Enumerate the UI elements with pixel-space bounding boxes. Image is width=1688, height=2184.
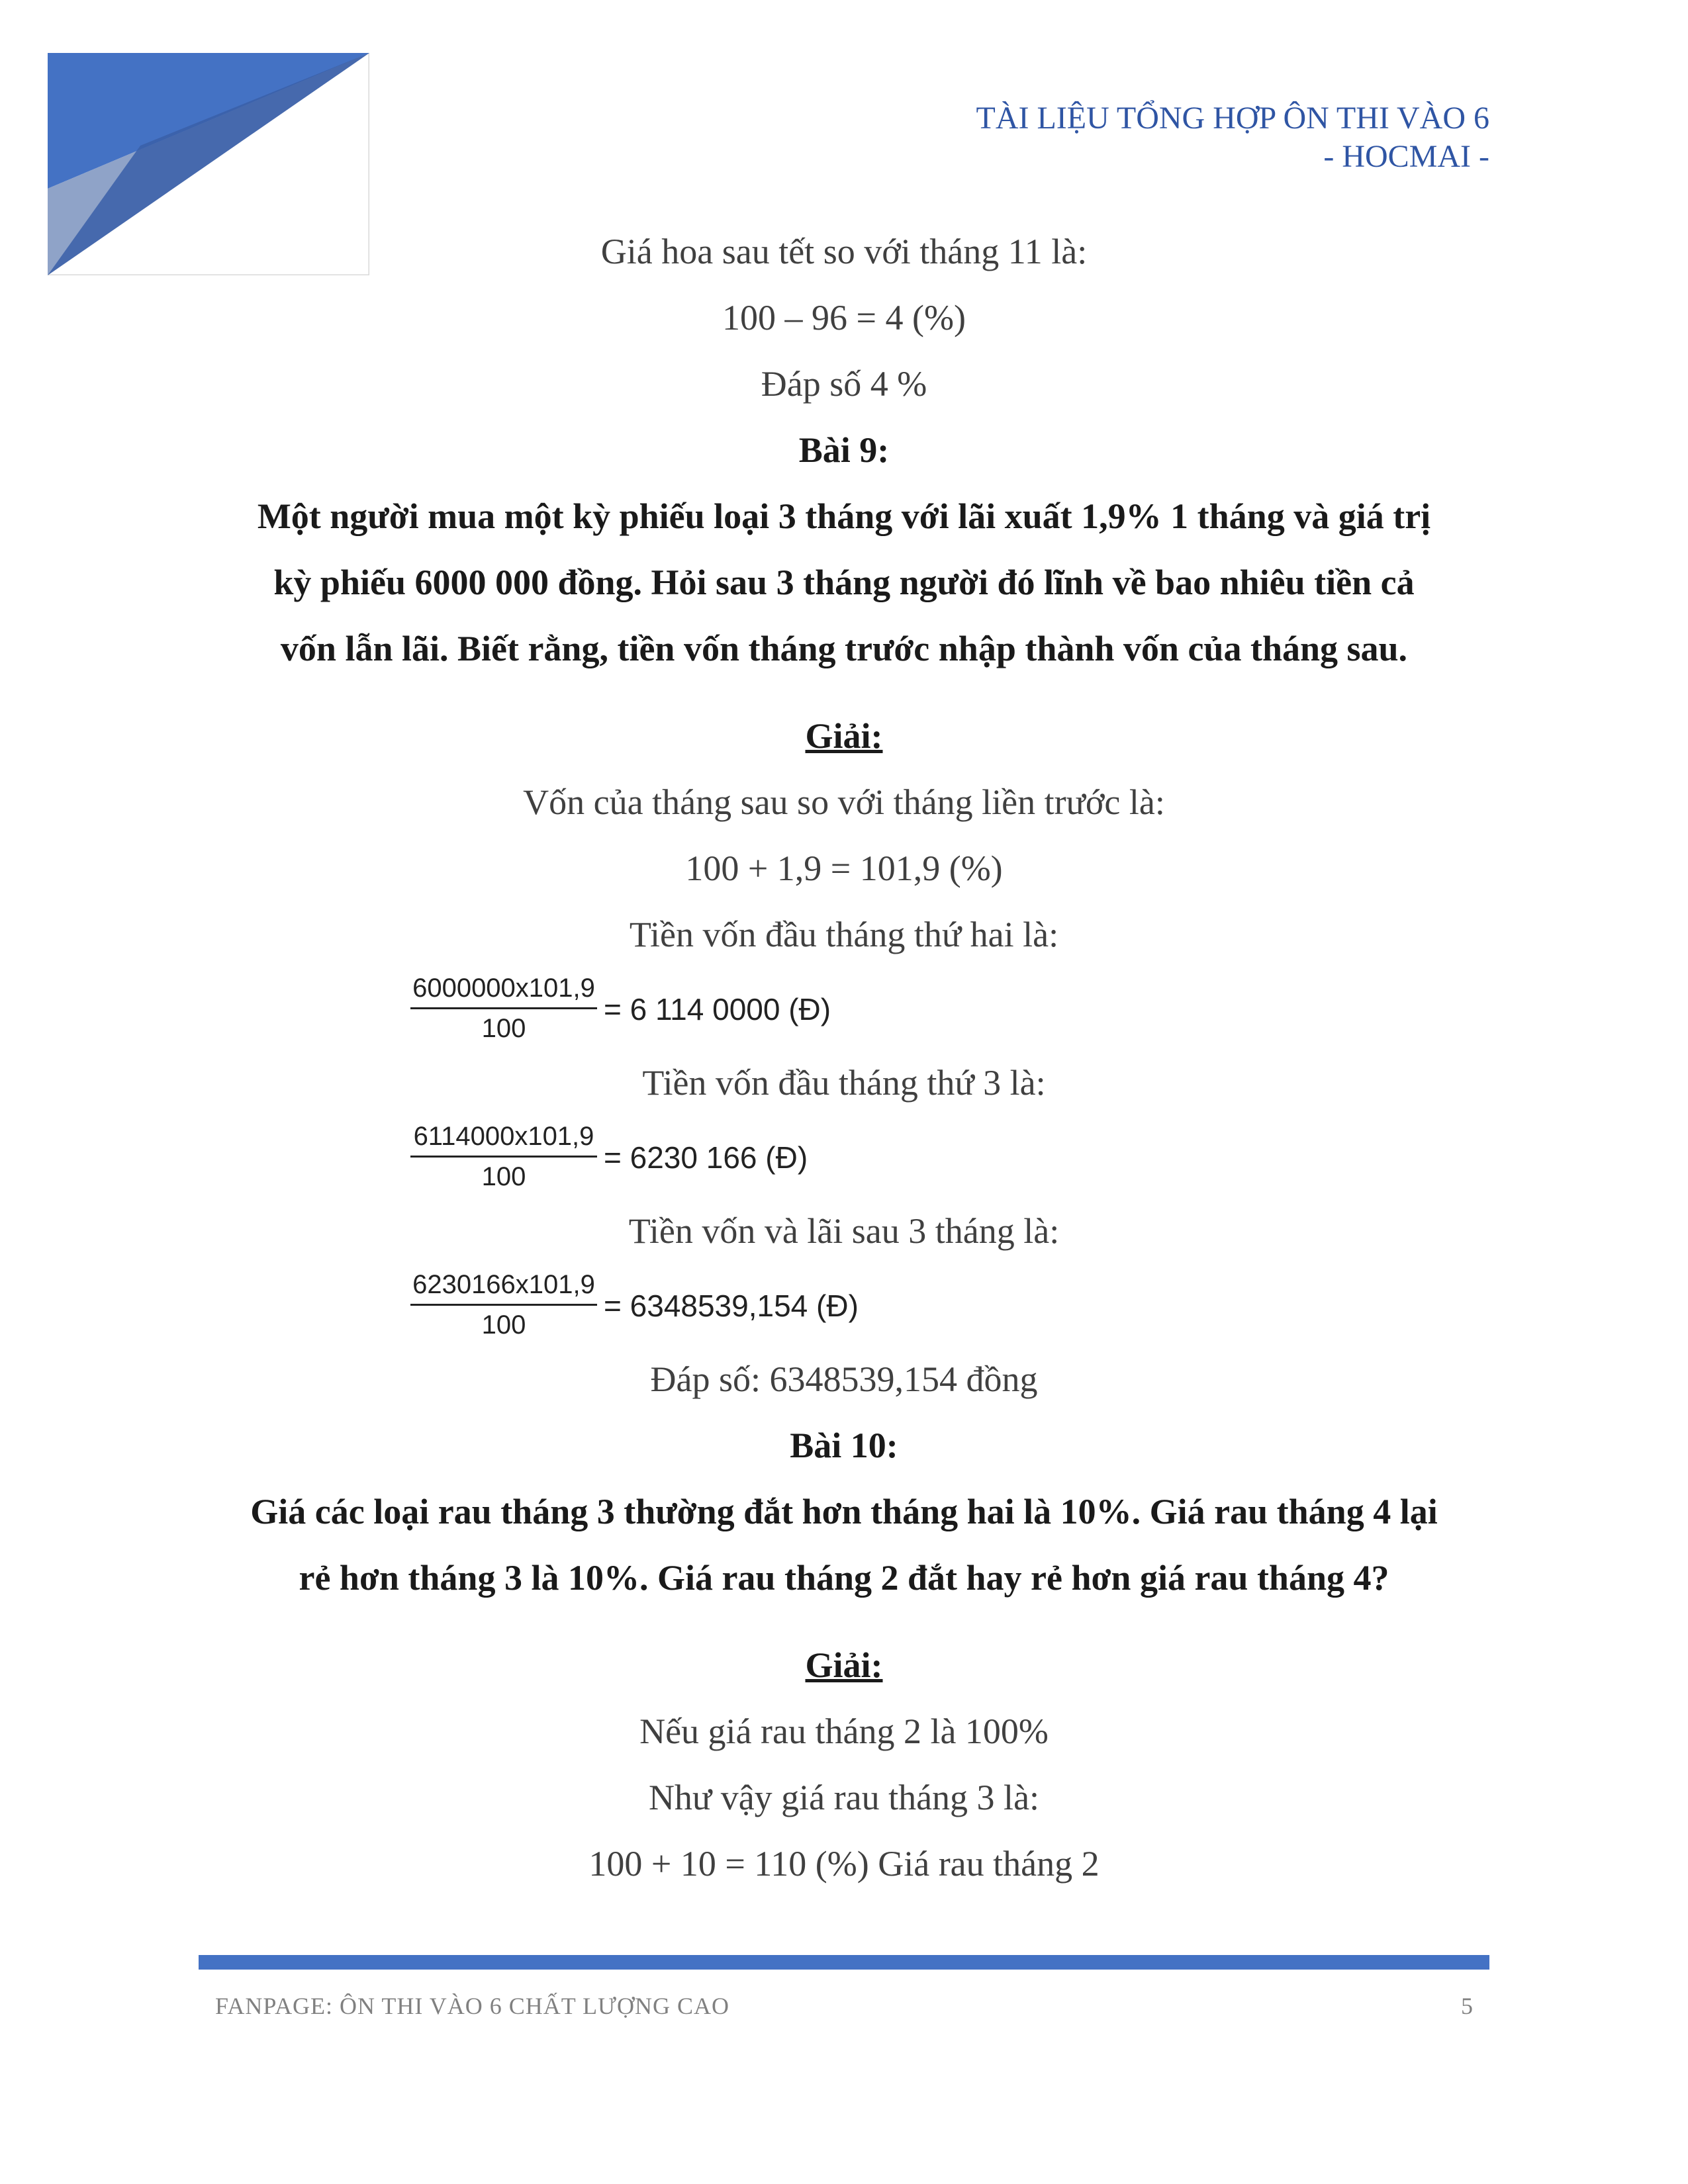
exercise-9-text: vốn lẫn lãi. Biết rằng, tiền vốn tháng trước nhập thành vốn của tháng sau.: [280, 629, 1408, 668]
solution-line: Vốn của tháng sau so với tháng liền trước là:: [523, 782, 1165, 822]
fraction: [410, 1120, 597, 1193]
text-line: Giá hoa sau tết so với tháng 11 là:: [600, 232, 1088, 271]
fraction: [410, 972, 597, 1045]
document-header: [976, 99, 1490, 176]
fraction: [410, 1268, 597, 1342]
numerator: 6000000x101,9: [412, 974, 595, 1003]
solution-heading: [199, 703, 1489, 769]
denominator: 100: [481, 1310, 526, 1340]
equation-line: 100 + 10 = 110 (%) Giá rau tháng 2: [588, 1844, 1100, 1884]
solution-line: Như vậy giá rau tháng 3 là:: [648, 1778, 1040, 1817]
formula-result: = 6 114 0000 (Đ): [604, 992, 831, 1026]
footer-divider: [199, 1955, 1489, 1970]
solution-line: Nếu giá rau tháng 2 là 100%: [639, 1711, 1049, 1751]
formula-3: [199, 1264, 1489, 1346]
equation-line: 100 + 1,9 = 101,9 (%): [685, 848, 1003, 888]
answer-line: Đáp số: 6348539,154 đồng: [650, 1359, 1038, 1399]
exercise-10-text: rẻ hơn tháng 3 là 10%. Giá rau tháng 2 đắt hay rẻ hơn giá rau tháng 4?: [299, 1558, 1389, 1598]
solution-label: Giải:: [805, 716, 883, 756]
solution-line: Tiền vốn và lãi sau 3 tháng là:: [628, 1211, 1060, 1251]
exercise-9-title: Bài 9:: [798, 430, 890, 470]
exercise-9-text: kỳ phiếu 6000 000 đồng. Hỏi sau 3 tháng người đó lĩnh về bao nhiêu tiền cả: [273, 563, 1415, 602]
exercise-9-text: Một người mua một kỳ phiếu loại 3 tháng với lãi xuất 1,9% 1 tháng và giá trị: [257, 496, 1431, 536]
exercise-10-title: Bài 10:: [790, 1426, 898, 1465]
document-body: [199, 218, 1489, 1897]
formula-1: [199, 968, 1489, 1050]
solution-label: Giải:: [805, 1645, 883, 1685]
exercise-10-text: Giá các loại rau tháng 3 thường đắt hơn tháng hai là 10%. Giá rau tháng 4 lại: [250, 1492, 1438, 1531]
header-brand: - HOCMAI -: [1323, 139, 1489, 174]
formula-2: [199, 1116, 1489, 1198]
page-number: 5: [1461, 1993, 1473, 2019]
solution-line: Tiền vốn đầu tháng thứ hai là:: [629, 915, 1059, 954]
equation-line: 100 – 96 = 4 (%): [722, 298, 966, 338]
formula-result: = 6348539,154 (Đ): [604, 1289, 859, 1323]
denominator: 100: [481, 1162, 526, 1191]
fraction-bar: [410, 1156, 597, 1158]
header-title: TÀI LIỆU TỔNG HỢP ÔN THI VÀO 6: [976, 101, 1489, 136]
formula-result: = 6230 166 (Đ): [604, 1140, 808, 1175]
solution-line: Tiền vốn đầu tháng thứ 3 là:: [642, 1063, 1046, 1103]
fraction-bar: [410, 1304, 597, 1306]
numerator: 6230166x101,9: [412, 1270, 595, 1299]
solution-heading: [199, 1632, 1489, 1698]
fraction-bar: [410, 1007, 597, 1009]
denominator: 100: [481, 1014, 526, 1043]
answer-line: Đáp số 4 %: [761, 364, 927, 404]
numerator: 6114000x101,9: [413, 1122, 594, 1151]
footer-fanpage: FANPAGE: ÔN THI VÀO 6 CHẤT LƯỢNG CAO: [215, 1993, 729, 2019]
